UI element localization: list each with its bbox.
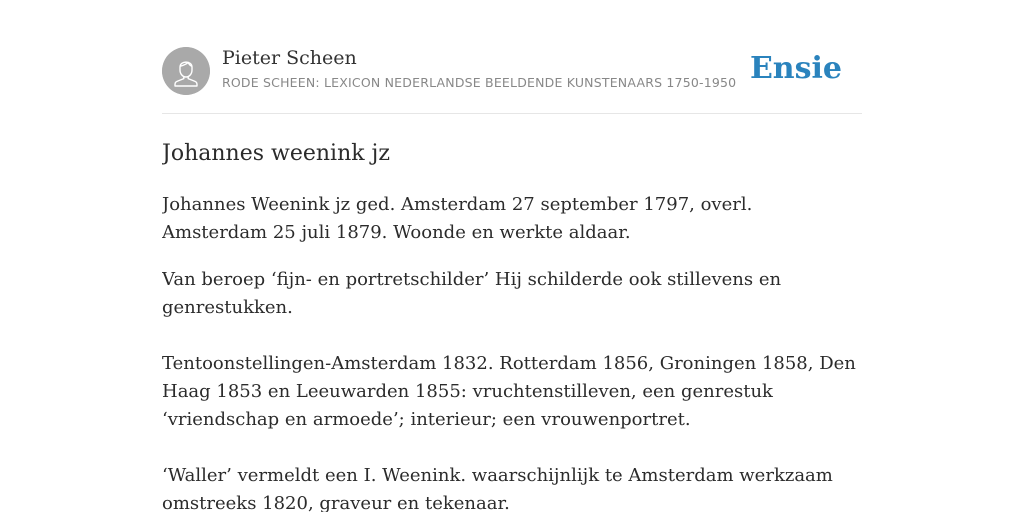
author-header	[162, 0, 862, 114]
page	[162, 0, 862, 512]
author-name[interactable]: Pieter Scheen	[222, 47, 357, 69]
article-paragraph: Johannes Weenink jz ged. Amsterdam 27 september 1797, overl. Amsterdam 25 juli 1879. Woonde en werkte aldaar.	[162, 194, 753, 243]
author-avatar[interactable]	[162, 47, 210, 95]
source-label: RODE SCHEEN: LEXICON NEDERLANDSE BEELDENDE KUNSTENAARS 1750-1950	[222, 75, 737, 90]
user-avatar-icon	[162, 47, 210, 95]
article-paragraph: Van beroep ‘fijn- en portretschilder’ Hij schilderde ook stillevens en genrestukken.	[162, 269, 782, 318]
article-title: Johannes weenink jz	[162, 141, 390, 166]
article-paragraph: Tentoonstellingen-Amsterdam 1832. Rotterdam 1856, Groningen 1858, Den Haag 1853 en Leeuwarden 1855: vruchtenstilleven, een genrestuk ‘vriendschap en armoede’; interieur; een vrouwenportret.	[162, 353, 856, 430]
article	[162, 114, 862, 512]
ensie-logo[interactable]: Ensie	[749, 51, 842, 86]
paragraph-spacer	[162, 247, 862, 266]
article-paragraph: ‘Waller’ vermeldt een I. Weenink. waarschijnlijk te Amsterdam werkzaam omstreeks 1820, graveur en tekenaar.	[162, 465, 833, 512]
paragraph-spacer	[162, 322, 862, 350]
paragraph-spacer	[162, 434, 862, 462]
